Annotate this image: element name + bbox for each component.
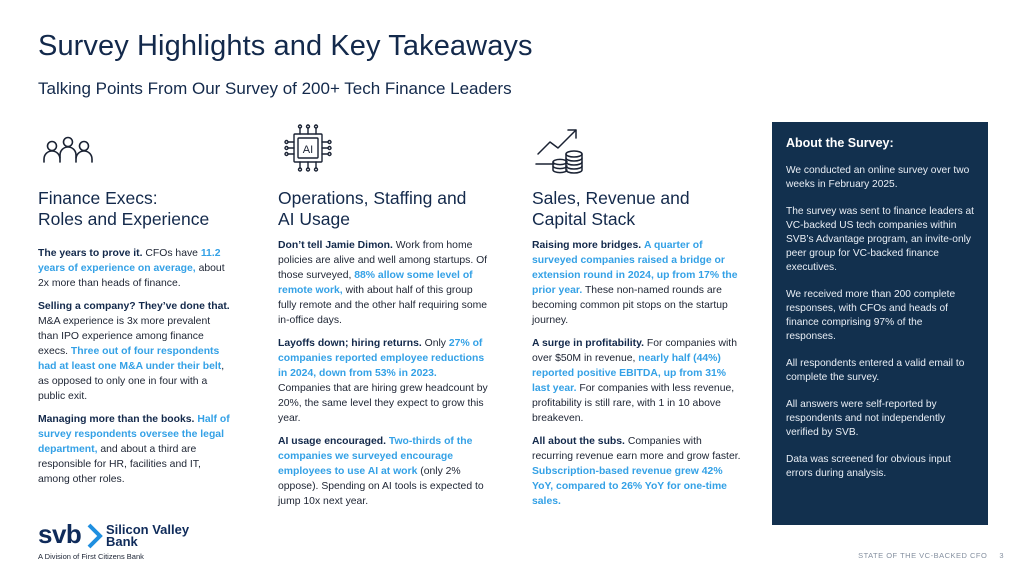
takeaway-lead: Don’t tell Jamie Dimon.	[278, 240, 393, 251]
column-paragraphs	[278, 238, 488, 509]
page-subtitle: Talking Points From Our Survey of 200+ Tech Finance Leaders	[38, 79, 512, 98]
takeaway-highlight: Subscription-based revenue grew 42% YoY, compared to 26% YoY for one-time sales.	[532, 466, 727, 507]
logo-name: Silicon Valley Bank	[106, 522, 190, 549]
takeaway-lead: All about the subs.	[532, 436, 625, 447]
column-title: Sales, Revenue and Capital Stack	[532, 188, 690, 229]
takeaway-highlight: nearly half (44%) reported positive EBITDA, up from 31% last year.	[532, 353, 726, 394]
takeaway-text: CFOs have	[142, 248, 201, 259]
growth-coins-icon	[532, 122, 592, 182]
page-footer	[858, 551, 1004, 560]
takeaway-paragraph	[38, 412, 233, 487]
takeaway-text: , as opposed to only one in four with a public exit.	[38, 361, 225, 402]
takeaway-paragraph	[278, 434, 488, 509]
takeaway-paragraph	[278, 238, 488, 328]
takeaway-text: about 2x more than heads of finance.	[38, 263, 225, 289]
report-name: STATE OF THE VC-BACKED CFO	[858, 551, 988, 560]
about-paragraph: We conducted an online survey over two weeks in February 2025.	[786, 165, 970, 190]
about-paragraph: Data was screened for obvious input errors during analysis.	[786, 454, 951, 479]
takeaway-text: and about a third are responsible for HR, facilities and IT, among other roles.	[38, 444, 201, 485]
about-paragraph: All answers were self-reported by respondents and not independently verified by SVB.	[786, 399, 946, 438]
takeaway-highlight: 27% of companies reported employee reductions in 2024, down from 53% in 2023.	[278, 338, 485, 379]
column-title: Operations, Staffing and AI Usage	[278, 188, 467, 229]
takeaway-lead: A surge in profitability.	[532, 338, 644, 349]
takeaway-text: with about half of this group fully remote and the other half requiring some in-office days.	[278, 285, 488, 326]
takeaway-highlight: Two-thirds of the companies we surveyed encourage employees to use AI at work	[278, 436, 473, 477]
logo-mark: svb	[38, 519, 82, 549]
about-paragraph: The survey was sent to finance leaders at VC-backed US tech companies within SVB’s Advantage program, an invite-only peer group for VC-backed finance executives.	[786, 206, 975, 273]
takeaway-paragraph	[38, 299, 233, 404]
takeaway-paragraph	[532, 238, 744, 328]
takeaway-lead: Layoffs down; hiring returns.	[278, 338, 422, 349]
takeaway-highlight: 88% allow some level of remote work,	[278, 270, 473, 296]
takeaway-lead: Raising more bridges.	[532, 240, 642, 251]
takeaway-lead: Selling a company? They’ve done that.	[38, 301, 230, 312]
takeaway-highlight: Half of survey respondents oversee the legal department,	[38, 414, 230, 455]
page-title: Survey Highlights and Key Takeaways	[38, 30, 533, 62]
ai-chip-icon	[278, 122, 338, 182]
about-title: About the Survey:	[786, 136, 894, 150]
svg-text:AI: AI	[302, 144, 314, 156]
chevron-right-icon	[87, 523, 103, 549]
takeaway-text: Companies with recurring revenue earn more and grow faster.	[532, 436, 741, 462]
about-paragraph: All respondents entered a valid email to complete the survey.	[786, 358, 965, 383]
takeaway-highlight: A quarter of surveyed companies raised a bridge or extension round in 2024, up from 17% the prior year.	[532, 240, 738, 296]
takeaway-paragraph	[532, 336, 744, 426]
about-survey-panel	[772, 122, 988, 525]
column-paragraphs	[38, 246, 233, 487]
takeaway-paragraph	[38, 246, 233, 291]
takeaway-text: These non-named rounds are becoming common pit stops on the startup journey.	[532, 285, 728, 326]
takeaway-lead: Managing more than the books.	[38, 414, 195, 425]
takeaway-text: M&A experience is 3x more prevalent than IPO experience among finance execs.	[38, 316, 211, 357]
takeaway-text: For companies with less revenue, profitability is still rare, with 1 in 10 above breakeven.	[532, 383, 735, 424]
column-finance-execs	[38, 122, 253, 485]
takeaway-text: Companies that are hiring grew headcount by 20%, the same level they expect to grow this year.	[278, 383, 488, 424]
people-icon	[38, 122, 98, 182]
column-title: Finance Execs: Roles and Experience	[38, 188, 210, 229]
column-sales	[532, 122, 744, 507]
column-paragraphs	[532, 238, 744, 509]
takeaway-highlight: Three out of four respondents had at least one M&A under their belt	[38, 346, 222, 372]
takeaway-text: Only	[421, 338, 449, 349]
takeaway-paragraph	[278, 336, 488, 426]
takeaway-text: For companies with over $50M in revenue,	[532, 338, 737, 364]
page-number: 3	[999, 551, 1004, 560]
svb-logo	[38, 519, 188, 567]
takeaway-text: Work from home policies are alive and well among startups. Of those surveyed,	[278, 240, 488, 281]
takeaway-highlight: 11.2 years of experience on average,	[38, 248, 221, 274]
takeaway-lead: AI usage encouraged.	[278, 436, 386, 447]
takeaway-lead: The years to prove it.	[38, 248, 143, 259]
about-paragraph: We received more than 200 complete responses, with CFOs and heads of finance comprising 97% of the responses.	[786, 289, 956, 342]
logo-division: A Division of First Citizens Bank	[38, 552, 144, 561]
takeaway-paragraph	[532, 434, 744, 509]
column-operations	[278, 122, 488, 507]
takeaway-text: (only 2% oppose). Spending on AI tools is expected to jump 10x next year.	[278, 466, 484, 507]
